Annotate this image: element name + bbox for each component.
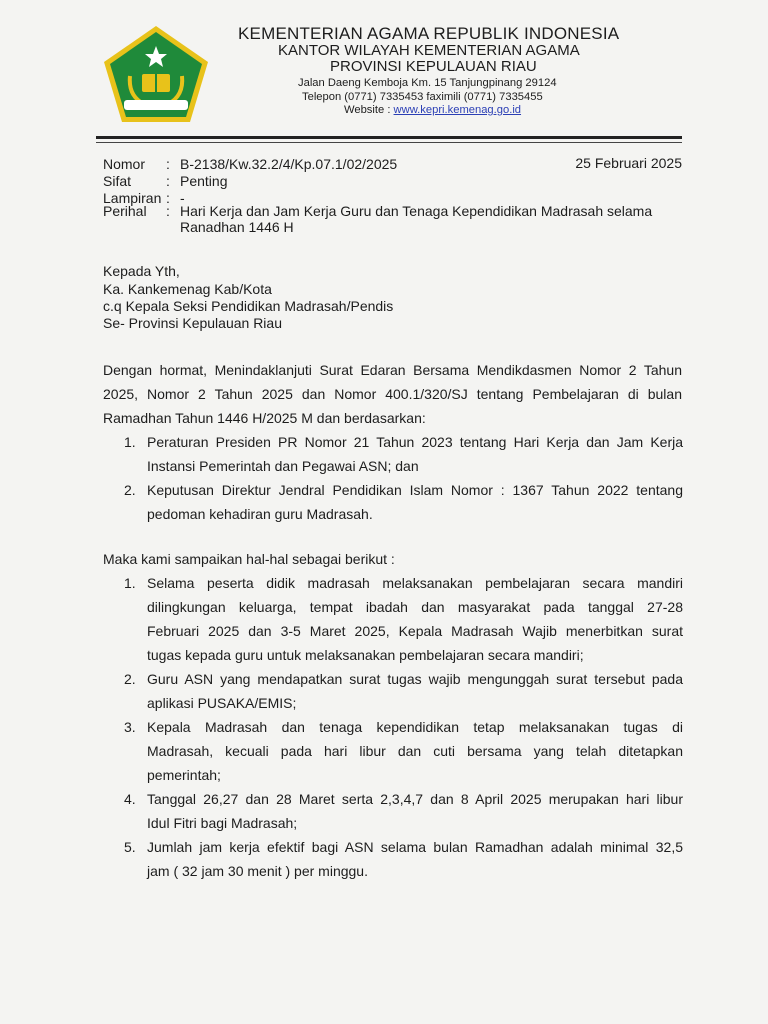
point-item-line: Kepala Madrasah dan tenaga kependidikan tetap melaksanakan tugas di: [147, 719, 683, 735]
sifat-label: Sifat: [103, 173, 132, 189]
letter-date: 25 Februari 2025: [575, 155, 682, 171]
website-link[interactable]: www.kepri.kemenag.go.id: [393, 104, 522, 116]
org-name-line2: KANTOR WILAYAH KEMENTERIAN AGAMA: [278, 42, 580, 59]
basis-item-line: Instansi Pemerintah dan Pegawai ASN; dan: [147, 458, 419, 474]
point-item-line: jam ( 32 jam 30 menit ) per minggu.: [147, 863, 368, 879]
recipient-line1: Kepada Yth,: [103, 263, 180, 279]
sifat-value: Penting: [180, 173, 228, 189]
recipient-line3: c.q Kepala Seksi Pendidikan Madrasah/Pendis: [103, 298, 394, 314]
org-address: Jalan Daeng Kemboja Km. 15 Tanjungpinang 29124: [298, 77, 557, 89]
org-name-line3: PROVINSI KEPULAUAN RIAU: [330, 58, 537, 75]
point-number: 2.: [124, 671, 136, 687]
point-item-line: Selama peserta didik madrasah melaksanakan pembelajaran secara mandiri: [147, 575, 683, 591]
recipient-line2: Ka. Kankemenag Kab/Kota: [103, 281, 272, 297]
point-item-line: dilingkungan keluarga, tempat ibadah dan masyarakat pada tanggal 27-28: [147, 599, 683, 615]
nomor-value: B-2138/Kw.32.2/4/Kp.07.1/02/2025: [180, 156, 398, 172]
point-item-line: tugas kepada guru untuk melaksanakan pembelajaran secara mandiri;: [147, 647, 584, 663]
perihal-colon: :: [166, 203, 170, 219]
point-item-line: Tanggal 26,27 dan 28 Maret serta 2,3,4,7 dan 8 April 2025 merupakan hari libur: [147, 791, 683, 807]
basis-item-line: Peraturan Presiden PR Nomor 21 Tahun 2023 tentang Hari Kerja dan Jam Kerja: [147, 434, 683, 450]
sifat-colon: :: [166, 173, 170, 189]
basis-item-line: pedoman kehadiran guru Madrasah.: [147, 506, 373, 522]
nomor-label: Nomor: [103, 156, 146, 172]
point-number: 1.: [124, 575, 136, 591]
website-label: Website :: [344, 104, 394, 116]
point-item-line: Idul Fitri bagi Madrasah;: [147, 815, 298, 831]
point-item-line: aplikasi PUSAKA/EMIS;: [147, 695, 297, 711]
basis-item-line: Keputusan Direktur Jendral Pendidikan Islam Nomor : 1367 Tahun 2022 tentang: [147, 482, 683, 498]
org-phone: Telepon (0771) 7335453 faximili (0771) 7335455: [302, 91, 543, 103]
lampiran-label: Lampiran: [103, 190, 162, 206]
point-number: 4.: [124, 791, 136, 807]
lampiran-value: -: [180, 190, 185, 206]
point-item-line: Guru ASN yang mendapatkan surat tugas wajib mengunggah surat tersebut pada: [147, 671, 683, 687]
intro-line1: Dengan hormat, Menindaklanjuti Surat Edaran Bersama Mendikdasmen Nomor 2 Tahun: [103, 362, 682, 378]
point-number: 5.: [124, 839, 136, 855]
org-website: [344, 104, 521, 116]
point-item-line: Februari 2025 dan 3-5 Maret 2025, Kepala Madrasah Wajib menerbitkan surat: [147, 623, 683, 639]
point-item-line: pemerintah;: [147, 767, 221, 783]
recipient-line4: Se- Provinsi Kepulauan Riau: [103, 315, 282, 331]
lampiran-colon: :: [166, 190, 170, 206]
point-item-line: Jumlah jam kerja efektif bagi ASN selama bulan Ramadhan adalah minimal 32,5: [147, 839, 683, 855]
ministry-logo: [100, 24, 212, 124]
perihal-label: Perihal: [103, 203, 147, 219]
letterhead-divider-thin: [96, 142, 682, 143]
letterhead-divider-thick: [96, 136, 682, 139]
intro-line3: Ramadhan Tahun 1446 H/2025 M dan berdasarkan:: [103, 410, 426, 426]
points-intro: Maka kami sampaikan hal-hal sebagai berikut :: [103, 551, 395, 567]
perihal-line2: Ranadhan 1446 H: [180, 219, 294, 235]
nomor-colon: :: [166, 156, 170, 172]
point-number: 3.: [124, 719, 136, 735]
org-name-line1: KEMENTERIAN AGAMA REPUBLIK INDONESIA: [238, 24, 620, 43]
intro-line2: 2025, Nomor 2 Tahun 2025 dan Nomor 400.1/320/SJ tentang Pembelajaran di bulan: [103, 386, 682, 402]
perihal-line1: Hari Kerja dan Jam Kerja Guru dan Tenaga Kependidikan Madrasah selama: [180, 203, 653, 219]
point-item-line: Madrasah, kecuali pada hari libur dan cuti bersama yang telah ditetapkan: [147, 743, 683, 759]
basis-number: 1.: [124, 434, 136, 450]
basis-number: 2.: [124, 482, 136, 498]
